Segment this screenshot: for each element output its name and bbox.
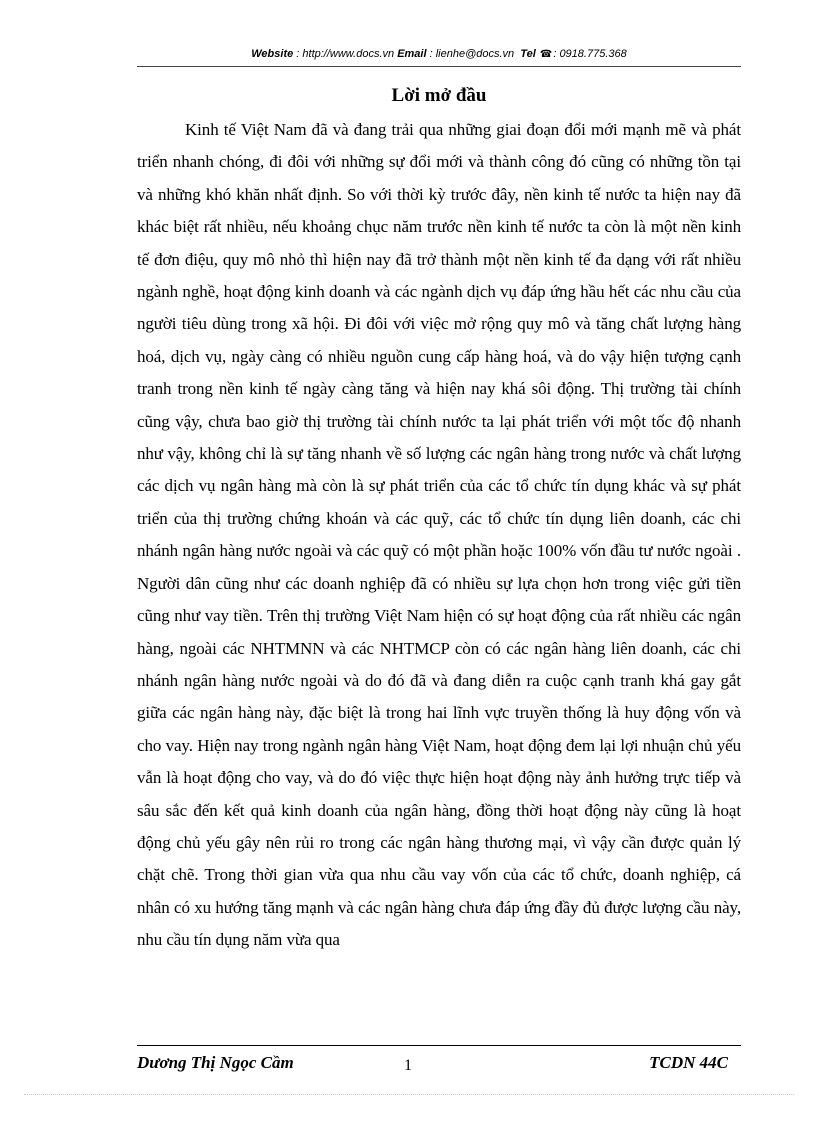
phone-icon: ☎ xyxy=(539,49,553,60)
page-bottom-edge xyxy=(24,1094,794,1095)
footer-class-code: TCDN 44C xyxy=(649,1053,728,1072)
footer-author: Dương Thị Ngọc Cầm xyxy=(137,1053,294,1072)
page-title: Lời mở đầu xyxy=(391,85,487,106)
website-label: Website xyxy=(251,48,294,60)
body-text xyxy=(137,114,741,957)
email-label: Email xyxy=(397,48,427,60)
website-link[interactable]: http://www.docs.vn xyxy=(302,48,395,60)
footer-divider xyxy=(137,1045,741,1046)
tel-number: 0918.775.368 xyxy=(559,48,627,60)
paragraph: Kinh tế Việt Nam đã và đang trải qua những giai đoạn đổi mới mạnh mẽ và phát triển nhanh chóng, đi đôi với những sự đổi mới và thành công đó cũng có những tồn tại và những khó khăn nhất định. So với thời kỳ trước đây, nền kinh tế nước ta hiện nay đã khác biệt rất nhiều, nếu khoảng chục năm trước nền kinh tế nước ta còn là một nền kinh tế đơn điệu, quy mô nhỏ thì hiện nay đã trở thành một nền kinh tế đa dạng với rất nhiều ngành nghề, hoạt động kinh doanh và các ngành dịch vụ đáp ứng hầu hết các nhu cầu của người tiêu dùng trong xã hội. Đi đôi với việc mở rộng quy mô và tăng chất lượng hàng hoá, dịch vụ, ngày càng có nhiều nguồn cung cấp hàng hoá, và do vậy hiện tượng cạnh tranh trong nền kinh tế ngày càng tăng và hiện nay khá sôi động. Thị trường tài chính cũng vậy, chưa bao giờ thị trường tài chính nước ta lại phát triển với một tốc độ nhanh như vậy, không chỉ là sự tăng nhanh về số lượng các ngân hàng trong nước và chất lượng các dịch vụ ngân hàng mà còn là sự phát triển của các tổ chức tín dụng khác và sự phát triển của thị trường chứng khoán và các quỹ, các tổ chức tín dụng liên doanh, các chi nhánh ngân hàng nước ngoài và các quỹ có một phần hoặc 100% vốn đầu tư nước ngoài . Người dân cũng như các doanh nghiệp đã có nhiều sự lựa chọn hơn trong việc gửi tiền cũng như vay tiền. Trên thị trường Việt Nam hiện có sự hoạt động của rất nhiều các ngân hàng, ngoài các NHTMNN và các NHTMCP còn có các ngân hàng liên doanh, các chi nhánh ngân hàng nước ngoài và do đó đã và đang diễn ra cuộc cạnh tranh khá gay gắt giữa các ngân hàng này, đặc biệt là trong hai lĩnh vực truyền thống là huy động vốn và cho vay. Hiện nay trong ngành ngân hàng Việt Nam, hoạt động đem lại lợi nhuận chủ yếu vẫn là hoạt động cho vay, và do đó việc thực hiện hoạt động này ảnh hưởng trực tiếp và sâu sắc đến kết quả kinh doanh của ngân hàng, đồng thời hoạt động này cũng là hoạt động chủ yếu gây nên rủi ro trong các ngân hàng thương mại, vì vậy cần được quản lý chặt chẽ. Trong thời gian vừa qua nhu cầu vay vốn của các tổ chức, doanh nghiệp, cá nhân có xu hướng tăng mạnh và các ngân hàng chưa đáp ứng đầy đủ được lượng cầu này, nhu cầu tín dụng năm vừa qua xyxy=(137,120,741,950)
tel-label: Tel xyxy=(520,48,536,60)
page-header: Website : http://www.docs.vn Email : lienhe@docs.vn Tel ☎: 0918.775.368 xyxy=(251,48,627,60)
email-link[interactable]: lienhe@docs.vn xyxy=(435,48,515,60)
page-number: 1 xyxy=(404,1057,412,1074)
header-divider xyxy=(137,66,741,67)
